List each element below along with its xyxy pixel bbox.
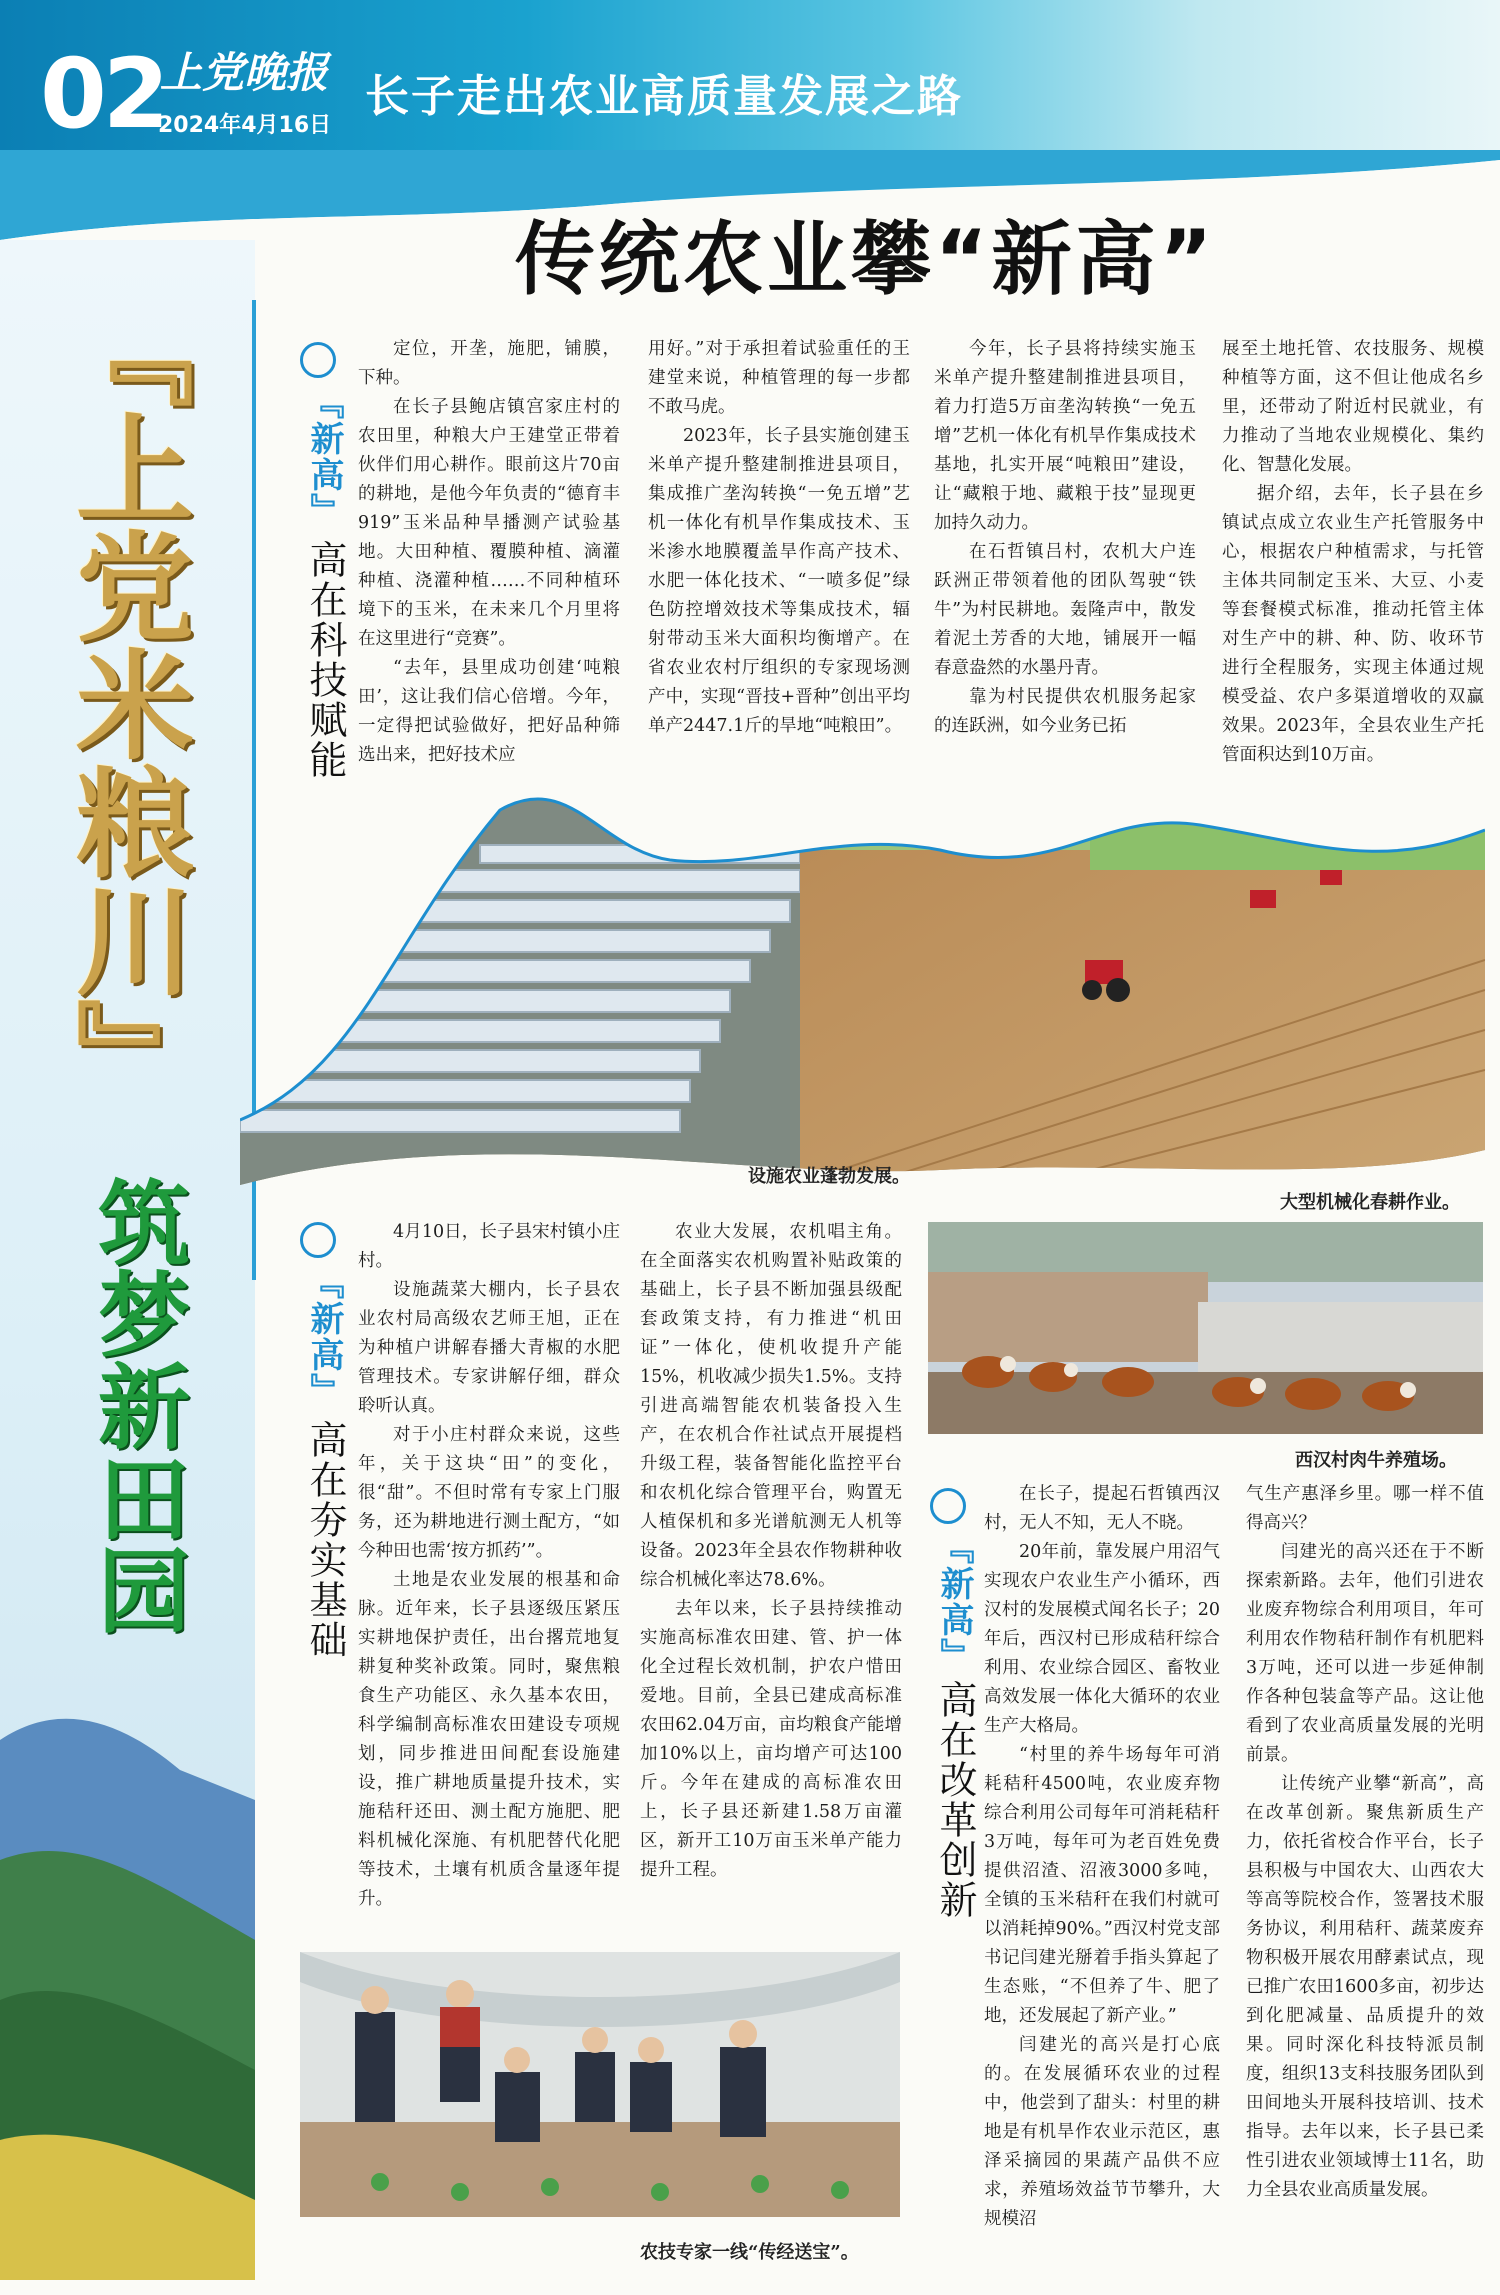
paragraph: 土地是农业发展的根基和命脉。近年来，长子县逐级压紧压实耕地保护责任，出台撂荒地复耕复种奖补政策。同时，聚焦粮食生产功能区、永久基本农田，科学编制高标准农田建设专项规划，同步推进田间配套设施建设，推广耕地质量提升技术，实施秸秆还田、测土配方施肥、肥料机械化深施、有机肥替代化肥等技术，土壤有机质含量逐年提升。 <box>358 1570 620 1909</box>
paragraph: “村里的养牛场每年可消耗秸秆4500吨，农业废弃物综合利用公司每年可消耗秸秆3万吨，每年可为老百姓免费提供沼渣、沼液3000多吨，全镇的玉米秸秆在我们村就可以消耗掉90%。”西汉村党支部书记闫建光掰着手指头算起了生态账，“不但养了牛、肥了地，还发展起了新产业。” <box>984 1745 1220 2026</box>
section-marker-circle <box>300 1222 336 1258</box>
paragraph: 让传统产业攀“新高”，高在改革创新。聚焦新质生产力，依托省校合作平台，长子县积极与中国农大、山西农大等高等院校合作，签署技术服务协议，利用秸秆、蔬菜废弃物积极开展农用酵素试点，现已推广农田1600多亩，初步达到化肥减量、品质提升的效果。同时深化科技特派员制度，组织13支科技服务团队到田间地头开展科技培训、技术指导。去年以来，长子县已柔性引进农业领域博士11名，助力全县农业高质量发展。 <box>1246 1774 1484 2200</box>
paragraph: 今年，长子县将持续实施玉米单产提升整建制推进县项目，着力打造5万亩垄沟转换“一免五增”艺机一体化有机旱作集成技术基地，扎实开展“吨粮田”建设，让“藏粮于地、藏粮于技”显现更加持久动力。 <box>934 339 1196 533</box>
section-subtitle: 高在改革创新 <box>933 1680 977 1920</box>
slogan-shangdang-miliangchuan: 『上党米粮川』 <box>56 290 195 1116</box>
paragraph: “去年，县里成功创建‘吨粮田’，这让我们信心倍增。今年，一定得把试验做好，把好品种筛选出来，把好技术应 <box>358 658 620 765</box>
paragraph: 闫建光的高兴还在于不断探索新路。去年，他们引进农业废弃物综合利用项目，年可利用农作物秸秆制作有机肥料3万吨，还可以进一步延伸制作各种包装盒等产品。这让他看到了农业高质量发展的光明前景。 <box>1246 1542 1484 1765</box>
paragraph: 对于小庄村群众来说，这些年，关于这块“田”的变化，很“甜”。不但时常有专家上门服务，还为耕地进行测土配方，“如今种田也需‘按方抓药’”。 <box>358 1425 620 1561</box>
paragraph: 在长子县鲍店镇宫家庄村的农田里，种粮大户王建堂正带着伙伴们用心耕作。眼前这片70亩的耕地，是他今年负责的“德育丰919”玉米品种旱播测产试验基地。大田种植、覆膜种植、滴灌种植、浇灌种植……不同种植环境下的玉米，在未来几个月里将在这里进行“竞赛”。 <box>358 397 620 649</box>
publication-date: 2024年4月16日 <box>158 113 332 138</box>
section-title: 长子走出农业高质量发展之路 <box>365 71 963 122</box>
article3-column-1 <box>984 1480 1220 2234</box>
article1-column-3 <box>934 335 1196 741</box>
page-number: 02 <box>40 38 166 150</box>
paragraph: 靠为村民提供农机服务起家的连跃洲，如今业务已拓 <box>934 687 1196 736</box>
photo-caption: 农技专家一线“传经送宝”。 <box>640 2242 859 2263</box>
section-badge: 『新高』 <box>304 1265 344 1409</box>
section-badge: 『新高』 <box>304 385 344 529</box>
paragraph: 4月10日，长子县宋村镇小庄村。 <box>358 1222 620 1271</box>
article1-column-4 <box>1222 335 1484 770</box>
paragraph: 农业大发展，农机唱主角。在全面落实农机购置补贴政策的基础上，长子县不断加强县级配套政策支持，有力推进“机田证”一体化，使机收提升产能15%，机收减少损失1.5%。支持引进高端智能农机装备投入生产，在农机合作社试点开展提档升级工程，装备智能化监控平台和农机化综合管理平台，购置无人植保机和多光谱航测无人机等设备。2023年全县农作物耕种收综合机械化率达78.6%。 <box>640 1222 902 1590</box>
headline: 传统农业攀“新高” <box>515 213 1217 306</box>
paragraph: 20年前，靠发展户用沼气实现农户农业生产小循环，西汉村的发展模式闻名长子；20年后，西汉村已形成秸秆综合利用、农业综合园区、畜牧业高效发展一体化大循环的农业生产大格局。 <box>984 1542 1220 1736</box>
section-marker-circle <box>300 342 336 378</box>
article1-column-2 <box>648 335 910 741</box>
photo-caption: 大型机械化春耕作业。 <box>1280 1192 1460 1213</box>
paragraph: 闫建光的高兴是打心底的。在发展循环农业的过程中，他尝到了甜头：村里的耕地是有机旱作农业示范区，惠泽采摘园的果蔬产品供不应求，养殖场效益节节攀升，大规模沼 <box>984 2035 1220 2229</box>
paragraph: 2023年，长子县实施创建玉米单产提升整建制推进县项目，集成推广垄沟转换“一免五增”艺机一体化有机旱作集成技术、玉米渗水地膜覆盖旱作高产技术、水肥一体化技术、“一喷多促”绿色防控增效技术等集成技术，辐射带动玉米大面积均衡增产。在省农业农村厅组织的专家现场测产中，实现“晋技+晋种”创出平均单产2447.1斤的旱地“吨粮田”。 <box>648 426 910 736</box>
experts-greenhouse-photo <box>300 1952 900 2217</box>
paragraph: 去年以来，长子县持续推动实施高标准农田建、管、护一体化全过程长效机制，护农户惜田爱地。目前，全县已建成高标准农田62.04万亩，亩均粮食产能增加10%以上，亩均增产可达100斤。今年在建成的高标准农田上，长子县还新建1.58万亩灌区，新开工10万亩玉米单产能力提升工程。 <box>640 1599 902 1880</box>
article2-column-1 <box>358 1218 620 1914</box>
article1-column-1 <box>358 335 620 770</box>
paragraph: 设施蔬菜大棚内，长子县农业农村局高级农艺师王旭，正在为种植户讲解春播大青椒的水肥管理技术。专家讲解仔细，群众聆听认真。 <box>358 1280 620 1416</box>
photo-caption: 西汉村肉牛养殖场。 <box>1295 1450 1457 1471</box>
photo-caption: 设施农业蓬勃发展。 <box>748 1166 910 1187</box>
paragraph: 用好。”对于承担着试验重任的王建堂来说，种植管理的每一步都不敢马虎。 <box>648 339 910 417</box>
section-marker-circle <box>930 1488 966 1524</box>
paragraph: 在长子，提起石哲镇西汉村，无人不知，无人不晓。 <box>984 1484 1220 1533</box>
article2-column-2 <box>640 1218 902 1885</box>
article3-column-2 <box>1246 1480 1484 2205</box>
cattle-farm-photo <box>928 1222 1483 1434</box>
paragraph: 展至土地托管、农技服务、规模种植等方面，这不但让他成名乡里，还带动了附近村民就业，有力推动了当地农业规模化、集约化、智慧化发展。 <box>1222 339 1484 475</box>
paragraph: 在石哲镇吕村，农机大户连跃洲正带领着他的团队驾驶“铁牛”为村民耕地。轰隆声中，散发着泥土芳香的大地，铺展开一幅春意盎然的水墨丹青。 <box>934 542 1196 678</box>
farmland-wave-photo <box>240 790 1485 1190</box>
section-subtitle: 高在科技赋能 <box>303 540 347 780</box>
section-badge: 『新高』 <box>934 1530 974 1674</box>
paragraph: 定位，开垄，施肥，铺膜，下种。 <box>358 339 620 388</box>
slogan-zhumeng-xintianyuan: 筑梦新田园 <box>83 1175 190 1635</box>
section-subtitle: 高在夯实基础 <box>303 1420 347 1660</box>
paragraph: 据介绍，去年，长子县在乡镇试点成立农业生产托管服务中心，根据农户种植需求，与托管主体共同制定玉米、大豆、小麦等套餐模式标准，推动托管主体对生产中的耕、种、防、收环节进行全程服务，实现主体通过规模受益、农户多渠道增收的双赢效果。2023年，全县农业生产托管面积达到10万亩。 <box>1222 484 1484 765</box>
newspaper-logo: 上党晚报 <box>160 48 329 97</box>
paragraph: 气生产惠泽乡里。哪一样不值得高兴？ <box>1246 1484 1484 1533</box>
